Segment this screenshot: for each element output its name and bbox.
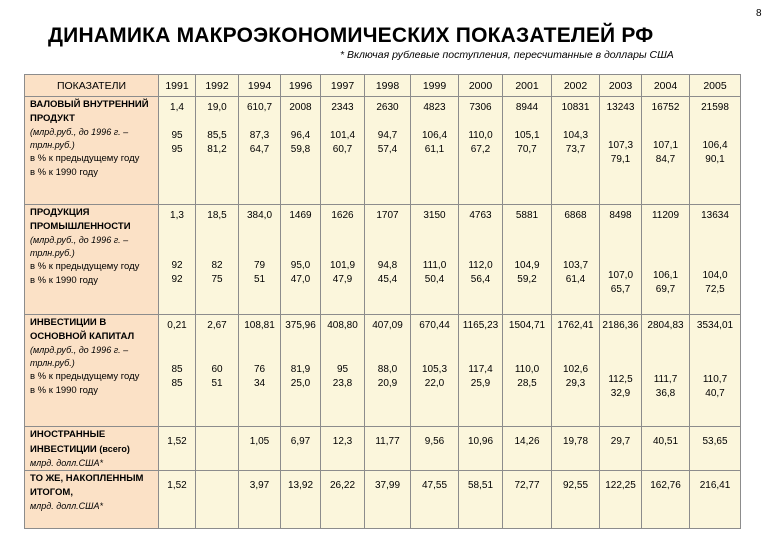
foreign-unit: млрд. долл.США*	[30, 458, 103, 468]
gdp-prev-year-pct: 95	[171, 130, 183, 141]
gdp-value: 8944	[515, 102, 539, 113]
industry-prev-year-pct: 103,7	[562, 260, 589, 271]
cumulative-value: 3,97	[239, 471, 281, 529]
gdp-value: 10831	[561, 102, 590, 113]
gdp-1990-label: в % к 1990 году	[30, 167, 98, 178]
year-header: 2005	[690, 75, 741, 97]
industry-prev-year-label: в % к предыдущему году	[30, 261, 140, 272]
foreign-value: 1,52	[159, 427, 196, 471]
invest-1990-pct: 28,5	[517, 378, 537, 389]
cumulative-value: 47,55	[411, 471, 459, 529]
invest-prev-year-pct: 112,5	[608, 374, 633, 385]
industry-cell	[411, 205, 459, 315]
invest-cell	[600, 315, 642, 427]
industry-prev-year-pct: 106,1	[652, 270, 679, 281]
cumulative-value: 26,22	[321, 471, 365, 529]
gdp-cell	[321, 97, 365, 205]
industry-1990-pct: 75	[211, 274, 223, 285]
cumulative-value: 13,92	[281, 471, 321, 529]
industry-value: 18,5	[207, 210, 227, 221]
invest-cell	[459, 315, 503, 427]
invest-1990-pct: 25,9	[470, 378, 491, 389]
industry-1990-pct: 72,5	[705, 284, 725, 295]
gdp-cell	[503, 97, 552, 205]
invest-value: 1504,71	[508, 320, 546, 331]
gdp-value: 2343	[331, 102, 354, 113]
foreign-value: 12,3	[321, 427, 365, 471]
industry-cell	[600, 205, 642, 315]
invest-prev-year-pct: 110,0	[514, 364, 540, 375]
invest-value: 108,81	[244, 320, 275, 331]
gdp-value: 16752	[651, 102, 680, 113]
foreign-value: 10,96	[459, 427, 503, 471]
gdp-value: 13243	[606, 102, 635, 113]
gdp-1990-pct: 67,2	[470, 144, 491, 155]
gdp-label	[25, 97, 159, 205]
invest-cell	[552, 315, 600, 427]
cumulative-value: 92,55	[552, 471, 600, 529]
industry-row	[25, 205, 741, 315]
gdp-heading: ВАЛОВЫЙ ВНУТРЕННИЙ ПРОДУКТ	[30, 99, 149, 124]
industry-value: 1469	[289, 210, 312, 221]
year-header: 2001	[503, 75, 552, 97]
industry-cell	[239, 205, 281, 315]
gdp-prev-year-pct: 106,4	[421, 130, 448, 141]
foreign-value: 19,78	[552, 427, 600, 471]
gdp-cell	[239, 97, 281, 205]
invest-value: 3534,01	[696, 320, 734, 331]
industry-cell	[281, 205, 321, 315]
gdp-cell	[411, 97, 459, 205]
industry-value: 13634	[701, 210, 729, 221]
foreign-value: 14,26	[503, 427, 552, 471]
invest-prev-year-pct: 85	[171, 364, 183, 375]
invest-value: 0,21	[167, 320, 187, 331]
foreign-value	[196, 427, 239, 471]
industry-cell	[321, 205, 365, 315]
industry-prev-year-pct: 112,0	[468, 260, 493, 271]
invest-1990-label: в % к 1990 году	[30, 385, 98, 396]
gdp-prev-year-pct: 104,3	[562, 130, 589, 141]
industry-1990-pct: 45,4	[377, 274, 398, 285]
invest-heading: ИНВЕСТИЦИИ В ОСНОВНОЙ КАПИТАЛ	[30, 317, 135, 342]
foreign-heading-extra: (всего)	[99, 444, 130, 454]
gdp-1990-pct: 81,2	[207, 144, 227, 155]
gdp-prev-year-label: в % к предыдущему году	[30, 153, 140, 164]
gdp-1990-pct: 95	[171, 144, 183, 155]
invest-cell	[642, 315, 690, 427]
invest-prev-year-pct: 81,9	[290, 364, 311, 375]
year-header: 1996	[281, 75, 321, 97]
cumulative-value: 162,76	[642, 471, 690, 529]
invest-prev-year-label: в % к предыдущему году	[30, 371, 140, 382]
industry-1990-pct: 61,4	[565, 274, 586, 285]
industry-prev-year-pct: 94,8	[377, 260, 398, 271]
gdp-1990-pct: 57,4	[377, 144, 398, 155]
gdp-prev-year-pct: 85,5	[207, 130, 227, 141]
macro-indicators-table	[24, 74, 741, 529]
invest-cell	[239, 315, 281, 427]
invest-1990-pct: 36,8	[655, 388, 676, 399]
foreign-row	[25, 427, 741, 471]
industry-cell	[552, 205, 600, 315]
gdp-prev-year-pct: 106,4	[702, 140, 728, 151]
year-header: 1997	[321, 75, 365, 97]
industry-1990-pct: 92	[171, 274, 183, 285]
cumulative-value: 58,51	[459, 471, 503, 529]
industry-prev-year-pct: 82	[211, 260, 223, 271]
industry-cell	[459, 205, 503, 315]
invest-prev-year-pct: 110,7	[702, 374, 728, 385]
invest-row	[25, 315, 741, 427]
gdp-cell	[365, 97, 411, 205]
gdp-prev-year-pct: 105,1	[514, 130, 540, 141]
invest-1990-pct: 32,9	[610, 388, 631, 399]
industry-heading: ПРОДУКЦИЯ ПРОМЫШЛЕННОСТИ	[30, 207, 131, 232]
cumulative-heading: ТО ЖЕ, НАКОПЛЕННЫМ ИТОГОМ,	[30, 473, 144, 498]
invest-value: 2,67	[207, 320, 227, 331]
gdp-1990-pct: 70,7	[517, 144, 537, 155]
foreign-label	[25, 427, 159, 471]
year-header: 1999	[411, 75, 459, 97]
gdp-1990-pct: 59,8	[290, 144, 311, 155]
invest-prev-year-pct: 117,4	[468, 364, 493, 375]
foreign-heading: ИНОСТРАННЫЕ ИНВЕСТИЦИИ	[30, 429, 106, 455]
year-header: 1992	[196, 75, 239, 97]
gdp-value: 2630	[376, 102, 399, 113]
gdp-cell	[459, 97, 503, 205]
industry-cell	[365, 205, 411, 315]
invest-prev-year-pct: 102,6	[562, 364, 589, 375]
cumulative-value: 72,77	[503, 471, 552, 529]
industry-prev-year-pct: 92	[171, 260, 183, 271]
invest-cell	[196, 315, 239, 427]
gdp-cell	[281, 97, 321, 205]
gdp-value: 610,7	[246, 102, 273, 113]
industry-prev-year-pct: 107,0	[607, 270, 634, 281]
industry-1990-pct: 51	[253, 274, 266, 285]
gdp-value: 2008	[289, 102, 312, 113]
industry-1990-label: в % к 1990 году	[30, 275, 98, 286]
industry-value: 8498	[609, 210, 632, 221]
gdp-prev-year-pct: 87,3	[249, 130, 270, 141]
industry-cell	[642, 205, 690, 315]
industry-value: 1,3	[170, 210, 184, 221]
year-header: 2000	[459, 75, 503, 97]
gdp-prev-year-pct: 101,4	[329, 130, 356, 141]
industry-1990-pct: 59,2	[517, 274, 537, 285]
foreign-value: 9,56	[411, 427, 459, 471]
invest-cell	[503, 315, 552, 427]
gdp-1990-pct: 73,7	[565, 144, 586, 155]
invest-cell	[321, 315, 365, 427]
cumulative-value: 216,41	[690, 471, 741, 529]
invest-value: 1165,23	[462, 320, 499, 331]
industry-label	[25, 205, 159, 315]
industry-prev-year-pct: 104,0	[702, 270, 728, 281]
industry-prev-year-pct: 104,9	[514, 260, 540, 271]
gdp-1990-pct: 64,7	[249, 144, 270, 155]
gdp-prev-year-pct: 107,1	[652, 140, 679, 151]
gdp-value: 19,0	[207, 102, 227, 113]
invest-value: 670,44	[419, 320, 450, 331]
industry-cell	[159, 205, 196, 315]
invest-prev-year-pct: 95	[336, 364, 349, 375]
cumulative-unit: млрд. долл.США*	[30, 501, 103, 511]
year-header: 2003	[600, 75, 642, 97]
industry-value: 5881	[515, 210, 539, 221]
invest-prev-year-pct: 76	[253, 364, 266, 375]
foreign-value: 6,97	[281, 427, 321, 471]
gdp-1990-pct: 84,7	[655, 154, 676, 165]
gdp-prev-year-pct: 110,0	[468, 130, 493, 141]
cumulative-value	[196, 471, 239, 529]
invest-prev-year-pct: 111,7	[653, 374, 678, 385]
invest-value: 408,80	[327, 320, 358, 331]
invest-cell	[411, 315, 459, 427]
gdp-1990-pct: 60,7	[332, 144, 353, 155]
page-title: ДИНАМИКА МАКРОЭКОНОМИЧЕСКИХ ПОКАЗАТЕЛЕЙ РФ	[48, 24, 654, 47]
gdp-row	[25, 97, 741, 205]
invest-1990-pct: 20,9	[377, 378, 398, 389]
industry-value: 6868	[564, 210, 587, 221]
industry-1990-pct: 56,4	[470, 274, 491, 285]
cumulative-value: 122,25	[600, 471, 642, 529]
foreign-value: 1,05	[239, 427, 281, 471]
industry-cell	[690, 205, 741, 315]
gdp-value: 1,4	[170, 102, 184, 113]
industry-value: 3150	[423, 210, 446, 221]
gdp-1990-pct: 79,1	[610, 154, 631, 165]
invest-1990-pct: 29,3	[565, 378, 586, 389]
gdp-value: 21598	[701, 102, 729, 113]
gdp-prev-year-pct: 107,3	[607, 140, 634, 151]
invest-1990-pct: 51	[211, 378, 223, 389]
gdp-cell	[642, 97, 690, 205]
year-header: 1994	[239, 75, 281, 97]
industry-cell	[196, 205, 239, 315]
invest-value: 407,09	[372, 320, 403, 331]
industry-prev-year-pct: 95,0	[290, 260, 311, 271]
gdp-cell	[159, 97, 196, 205]
industry-value: 11209	[651, 210, 680, 221]
foreign-value: 53,65	[690, 427, 741, 471]
invest-prev-year-pct: 88,0	[377, 364, 398, 375]
industry-prev-year-pct: 79	[253, 260, 266, 271]
foreign-value: 40,51	[642, 427, 690, 471]
cumulative-value: 1,52	[159, 471, 196, 529]
cumulative-value: 37,99	[365, 471, 411, 529]
gdp-prev-year-pct: 96,4	[290, 130, 311, 141]
invest-value: 1762,41	[557, 320, 594, 331]
year-header: 1991	[159, 75, 196, 97]
invest-1990-pct: 25,0	[290, 378, 311, 389]
year-header: 2004	[642, 75, 690, 97]
invest-value: 2186,36	[602, 320, 639, 331]
industry-value: 384,0	[246, 210, 273, 221]
industry-1990-pct: 65,7	[610, 284, 631, 295]
invest-1990-pct: 23,8	[332, 378, 353, 389]
gdp-value: 4823	[423, 102, 446, 113]
invest-cell	[159, 315, 196, 427]
industry-1990-pct: 50,4	[424, 274, 445, 285]
invest-cell	[365, 315, 411, 427]
invest-value: 375,96	[285, 320, 316, 331]
page-number: 8	[756, 8, 762, 19]
invest-1990-pct: 34	[253, 378, 266, 389]
industry-value: 1707	[376, 210, 399, 221]
invest-value: 2804,83	[647, 320, 684, 331]
year-header: 1998	[365, 75, 411, 97]
invest-cell	[281, 315, 321, 427]
industry-cell	[503, 205, 552, 315]
industry-1990-pct: 47,9	[332, 274, 353, 285]
cumulative-label	[25, 471, 159, 529]
invest-unit: (млрд.руб., до 1996 г. – трлн.руб.)	[30, 345, 129, 368]
foreign-value: 29,7	[600, 427, 642, 471]
cumulative-row	[25, 471, 741, 529]
invest-1990-pct: 85	[171, 378, 183, 389]
industry-value: 4763	[469, 210, 492, 221]
gdp-cell	[552, 97, 600, 205]
gdp-1990-pct: 61,1	[424, 144, 445, 155]
foreign-value: 11,77	[365, 427, 411, 471]
industry-1990-pct: 47,0	[290, 274, 311, 285]
year-header: 2002	[552, 75, 600, 97]
industry-prev-year-pct: 111,0	[422, 260, 447, 271]
industry-value: 1626	[331, 210, 354, 221]
header-label: ПОКАЗАТЕЛИ	[25, 75, 159, 97]
invest-1990-pct: 22,0	[424, 378, 445, 389]
invest-1990-pct: 40,7	[705, 388, 725, 399]
invest-prev-year-pct: 105,3	[421, 364, 448, 375]
invest-prev-year-pct: 60	[211, 364, 223, 375]
gdp-1990-pct: 90,1	[705, 154, 725, 165]
invest-cell	[690, 315, 741, 427]
industry-1990-pct: 69,7	[655, 284, 676, 295]
gdp-cell	[690, 97, 741, 205]
gdp-unit: (млрд.руб., до 1996 г. – трлн.руб.)	[30, 127, 129, 150]
gdp-cell	[600, 97, 642, 205]
gdp-value: 7306	[469, 102, 492, 113]
industry-unit: (млрд.руб., до 1996 г. – трлн.руб.)	[30, 235, 129, 258]
industry-prev-year-pct: 101,9	[329, 260, 356, 271]
header-row	[25, 75, 741, 97]
invest-label	[25, 315, 159, 427]
gdp-prev-year-pct: 94,7	[377, 130, 398, 141]
page-subtitle: * Включая рублевые поступления, пересчитанные в доллары США	[340, 49, 674, 61]
gdp-cell	[196, 97, 239, 205]
